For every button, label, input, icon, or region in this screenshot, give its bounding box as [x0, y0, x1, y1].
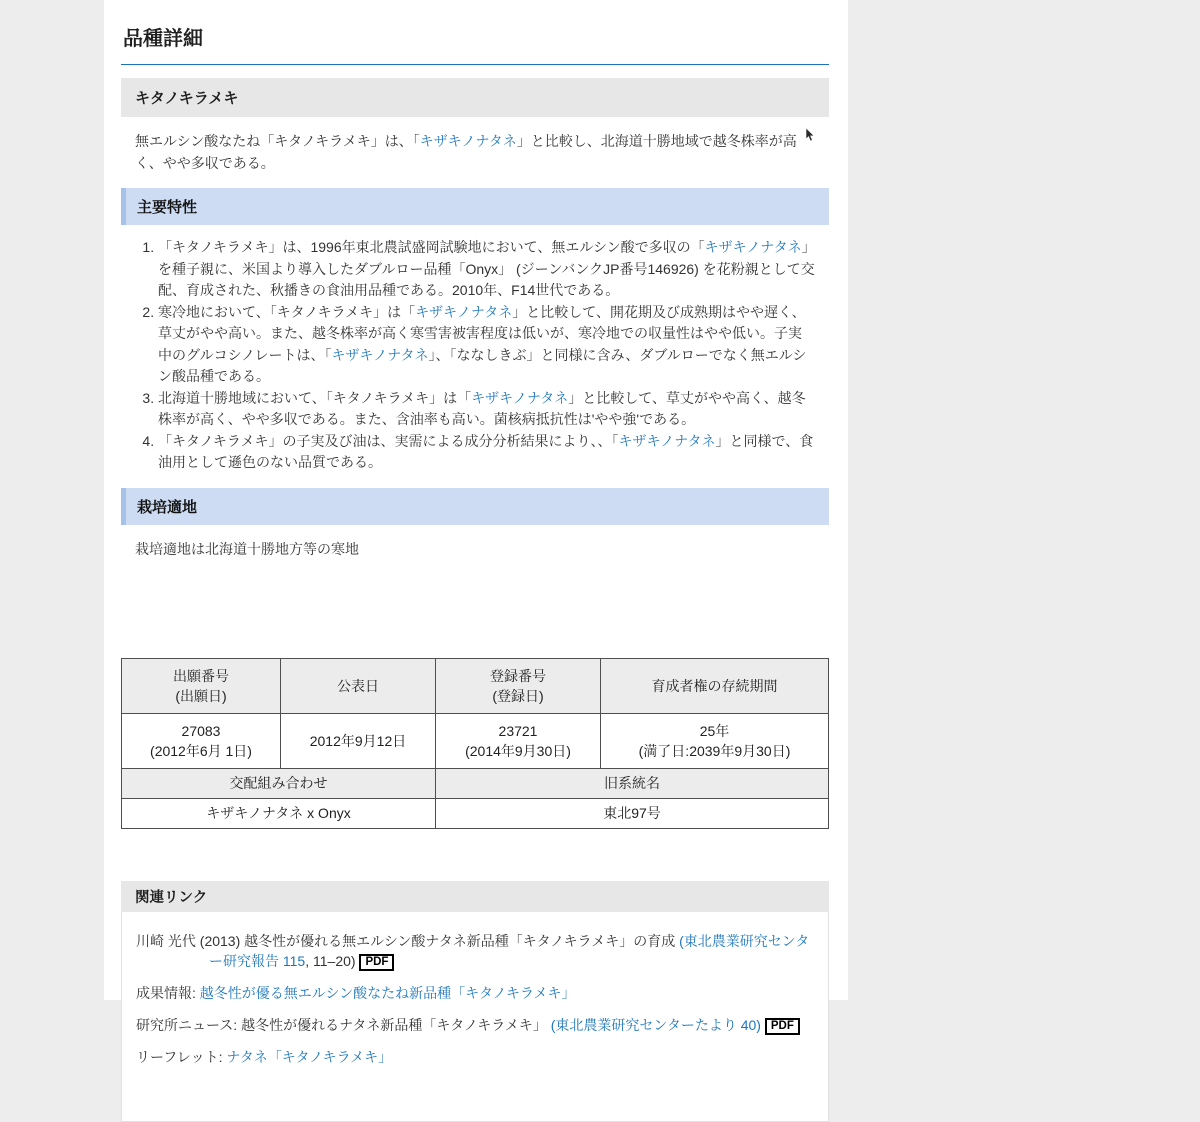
- text-run: 」を種子親に、米国より導入したダブルロー品種「Onyx」 (ジーンバンクJP番号146926) を花粉親として交配、育成された、秋播きの食油用品種である。2010年、F14世代である。: [158, 239, 815, 298]
- section-header-cultivation: 栽培適地: [121, 488, 829, 525]
- text-run: 北海道十勝地域において、「キタノキラメキ」は「: [158, 389, 472, 406]
- cell-breeder-right-duration: 25年 (満了日:2039年9月30日): [601, 713, 829, 768]
- inline-link[interactable]: (東北農業研究センターたより 40): [550, 1016, 761, 1033]
- feature-item: [158, 431, 815, 474]
- cell-registration-number: 23721 (2014年9月30日): [436, 713, 601, 768]
- text-run: 」、「ななしきぶ」と同様に含み、ダブルローでなく無エルシン酸品種である。: [158, 346, 807, 384]
- cell-old-line-name: 東北97号: [436, 798, 829, 828]
- link-item: [136, 931, 814, 971]
- text-run: 」と比較して、草丈がやや高く、越冬株率が高く、やや多収である。また、含油率も高い。菌核病抵抗性は'やや強'である。: [158, 389, 806, 427]
- link-item: [136, 1015, 814, 1035]
- text-run: 研究所ニュース: 越冬性が優れるナタネ新品種「キタノキラメキ」: [136, 1016, 551, 1033]
- table-header-row: [122, 768, 829, 798]
- text-run: 「キタノキラメキ」の子実及び油は、実需による成分分析結果により、、「: [158, 432, 619, 449]
- section-header-links: 関連リンク: [121, 881, 829, 912]
- feature-item: [158, 237, 815, 302]
- text-run: 」と同様で、食油用として遜色のない品質である。: [158, 432, 814, 470]
- content-pane: [104, 0, 848, 1065]
- text-run: , 11–20): [305, 952, 360, 969]
- page-title: 品種詳細: [121, 20, 829, 65]
- header-cell-registration-number: 登録番号 (登録日): [436, 658, 601, 713]
- text-run: 」と比較して、開花期及び成熟期はやや遅く、草丈がやや高い。また、越冬株率が高く寒雪害被害程度は低いが、寒冷地での収量性はやや低い。子実中のグルコシノレートは、「: [158, 303, 806, 363]
- inline-link[interactable]: 越冬性が優る無エルシン酸なたね新品種「キタノキラメキ」: [199, 984, 576, 1001]
- table-header-row: [122, 658, 829, 713]
- related-links-box: [121, 912, 829, 1122]
- header-cell-publication-date: 公表日: [281, 658, 436, 713]
- feature-item: [158, 302, 815, 388]
- feature-item: [158, 388, 815, 431]
- registration-table: [121, 658, 829, 829]
- text-run: 成果情報:: [136, 984, 200, 1001]
- inline-link[interactable]: キザキノナタネ: [618, 432, 716, 449]
- text-run: 」と比較し、北海道十勝地域で越冬株率が高く、やや多収である。: [135, 133, 797, 171]
- inline-link[interactable]: キザキノナタネ: [704, 239, 802, 255]
- intro-paragraph: [121, 130, 829, 174]
- text-run: 寒冷地において、「キタノキラメキ」は「: [158, 303, 416, 320]
- inline-link[interactable]: キザキノナタネ: [331, 346, 429, 363]
- table-row: [122, 798, 829, 828]
- features-list: [121, 237, 829, 474]
- link-item: [136, 1047, 814, 1067]
- cell-cross-combination: キザキノナタネ x Onyx: [122, 798, 436, 828]
- mouse-cursor-icon: [805, 128, 817, 142]
- table-row: [122, 713, 829, 768]
- text-run: 無エルシン酸なたね「キタノキラメキ」は、「: [135, 133, 420, 149]
- cultivation-text: 栽培適地は北海道十勝地方等の寒地: [135, 540, 359, 557]
- inline-link[interactable]: キザキノナタネ: [415, 303, 513, 320]
- text-run: リーフレット:: [136, 1048, 227, 1065]
- inline-link[interactable]: キザキノナタネ: [471, 389, 569, 406]
- variety-name-header: キタノキラメキ: [121, 78, 829, 117]
- text-run: 「キタノキラメキ」は、1996年東北農試盛岡試験地において、無エルシン酸で多収の「: [158, 239, 705, 255]
- header-cell-old-line-name: 旧系統名: [436, 768, 829, 798]
- section-header-features: 主要特性: [121, 188, 829, 225]
- cell-application-number: 27083 (2012年6月 1日): [122, 713, 281, 768]
- text-run: 川崎 光代 (2013) 越冬性が優れる無エルシン酸ナタネ新品種「キタノキラメキ」の育成: [136, 932, 680, 949]
- inline-link[interactable]: キザキノナタネ: [419, 133, 517, 149]
- inline-link[interactable]: ナタネ「キタノキラメキ」: [226, 1048, 393, 1065]
- spacer: [121, 573, 829, 658]
- pdf-badge[interactable]: PDF: [765, 1018, 800, 1035]
- pdf-badge[interactable]: PDF: [359, 954, 394, 971]
- inline-link[interactable]: (東北農業研究センター研究報告 115: [209, 932, 810, 969]
- header-cell-breeder-right-duration: 育成者権の存続期間: [601, 658, 829, 713]
- header-cell-cross-combination: 交配組み合わせ: [122, 768, 436, 798]
- cell-publication-date: 2012年9月12日: [281, 713, 436, 768]
- header-cell-application-number: 出願番号 (出願日): [122, 658, 281, 713]
